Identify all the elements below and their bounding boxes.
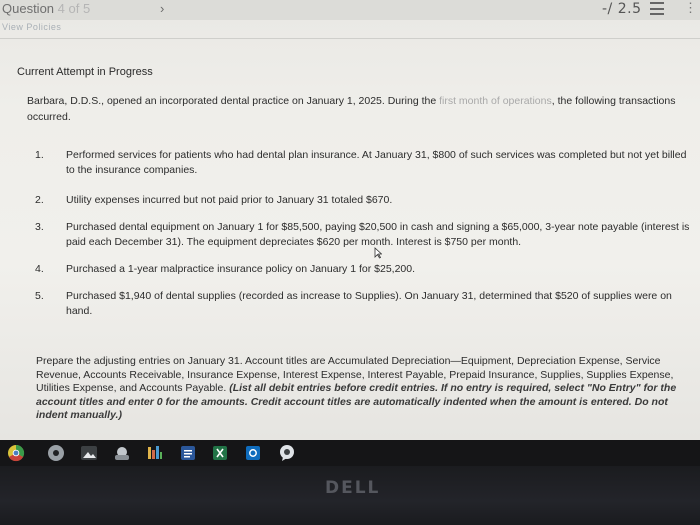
item-text: Purchased a 1-year malpractice insurance policy on January 1 for $25,200. bbox=[66, 263, 416, 275]
instructions-text: Prepare the adjusting entries on January 31. Account titles are Accumulated Depreciation—Equipment, Depreciation Expense, Service Revenue, Accounts Receivable, Insurance Expense, Interest Expense, Interest Payable, Prepaid Insurance, Supplies, Supplies Expense, Utilities Expense, and Accounts Payable. (List all debit entries before credit entries. If no entry is required, select "No Entry" for the account titles and enter 0 for the amounts. Credit account titles are automatically indented when the amount is entered. Do not indent manually.) bbox=[36, 355, 677, 421]
chrome-icon[interactable] bbox=[7, 444, 25, 462]
dell-logo: DELL bbox=[325, 478, 381, 498]
settings-icon[interactable] bbox=[47, 444, 65, 462]
next-question-arrow-icon[interactable]: › bbox=[160, 1, 165, 16]
item-number: 5. bbox=[35, 290, 44, 302]
item-text: Utility expenses incurred but not paid prior to January 31 totaled $670. bbox=[66, 194, 393, 206]
header-divider bbox=[0, 38, 700, 39]
question-list-icon[interactable] bbox=[650, 2, 664, 15]
shapes-icon[interactable] bbox=[112, 444, 132, 462]
more-options-icon[interactable]: ⋮ bbox=[684, 0, 697, 15]
item-number: 4. bbox=[35, 263, 44, 275]
taskbar bbox=[0, 440, 700, 466]
item-number: 1. bbox=[35, 149, 44, 161]
attempt-status: Current Attempt in Progress bbox=[17, 66, 153, 78]
outlook-icon[interactable] bbox=[245, 445, 261, 461]
question-indicator[interactable]: Question 4 of 5 bbox=[2, 1, 91, 16]
mouse-pointer-icon bbox=[374, 247, 382, 259]
view-policies-link[interactable]: View Policies bbox=[2, 22, 62, 32]
score-display: -/ 2.5 bbox=[602, 1, 642, 17]
word-icon[interactable] bbox=[180, 445, 196, 461]
question-header bbox=[0, 0, 700, 20]
photos-icon[interactable] bbox=[80, 445, 98, 461]
item-number: 3. bbox=[35, 221, 44, 233]
item-text: Performed services for patients who had dental plan insurance. At January 31, $800 of such services was completed but not yet billed to the insurance companies. bbox=[66, 149, 687, 176]
ruler-icon[interactable] bbox=[146, 444, 164, 462]
item-number: 2. bbox=[35, 194, 44, 206]
excel-icon[interactable] bbox=[212, 445, 228, 461]
item-text: Purchased dental equipment on January 1 for $85,500, paying $20,500 in cash and signing a $65,000, 3-year note payable (interest is paid each December 31). The equipment depreciates $620 per month. Interest is $750 per month. bbox=[66, 221, 690, 248]
problem-intro: Barbara, D.D.S., opened an incorporated dental practice on January 1, 2025. During the first month of operations, the following transactions occurred. bbox=[27, 95, 676, 123]
messages-icon[interactable] bbox=[278, 444, 296, 462]
item-text: Purchased $1,940 of dental supplies (recorded as increase to Supplies). On January 31, determined that $520 of supplies were on hand. bbox=[66, 290, 672, 317]
